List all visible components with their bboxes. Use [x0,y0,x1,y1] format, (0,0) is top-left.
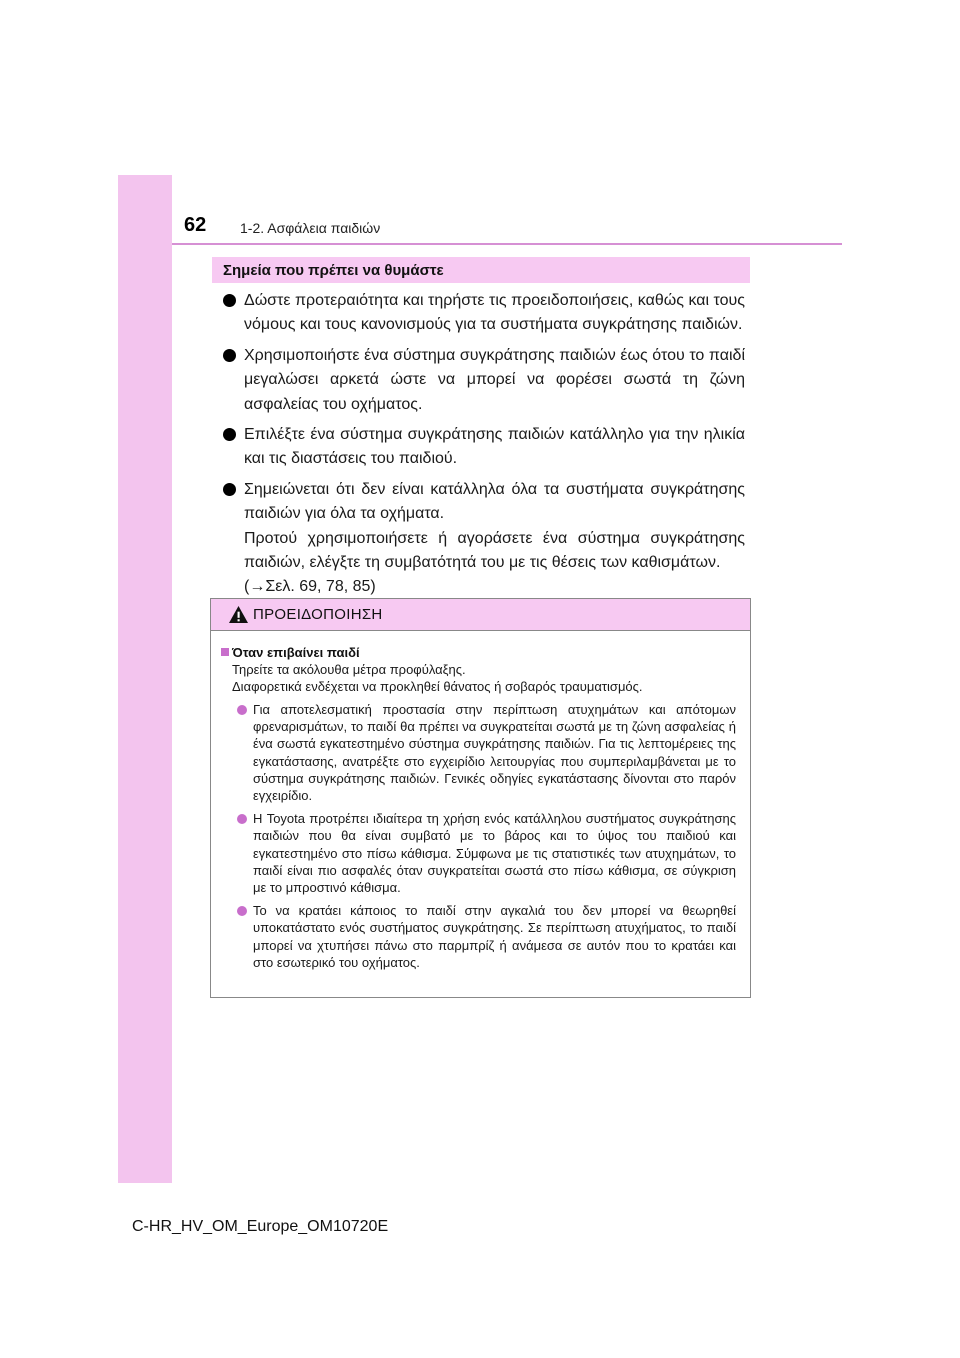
list-item-text: Χρησιμοποιήστε ένα σύστημα συγκράτησης παιδιών έως ότου το παιδί μεγαλώσει αρκετά ώστε να μπορεί να φορέσει σωστά τη ζώνη ασφαλείας του οχήματος. [244,346,745,413]
page-number: 62 [184,214,207,236]
bullet-icon [237,814,247,824]
list-item [222,423,745,472]
warning-subhead-text: Όταν επιβαίνει παιδί [232,645,360,660]
list-item-text: Δώστε προτεραιότητα και τηρήστε τις προειδοποιήσεις, καθώς και τους νόμους και τους κανονισμούς για τα συστήματα συγκράτησης παιδιών. [244,292,745,334]
page-reference: (→Σελ. 69, 78, 85) [244,578,376,596]
warning-title: ΠΡΟΕΙΔΟΠΟΙΗΣΗ [253,606,383,623]
square-bullet-icon [221,648,229,656]
bullet-icon [237,705,247,715]
warning-triangle-icon [228,605,249,624]
warning-intro-line: Διαφορετικά ενδέχεται να προκληθεί θάνατος ή σοβαρός τραυματισμός. [232,679,643,694]
warning-list-item [221,701,740,804]
bullet-icon [223,428,236,441]
warning-header [211,599,750,631]
list-item-text: Επιλέξτε ένα σύστημα συγκράτησης παιδιών κατάλληλο για την ηλικία και τις διαστάσεις του παιδιού. [244,426,745,468]
warning-item-text: Η Toyota προτρέπει ιδιαίτερα τη χρήση ενός κατάλληλου συστήματος συγκράτησης παιδιών που θα είναι συμβατό με το βάρος και το ύψος του παιδιού και εγκατεστημένο στο πίσω κάθισμα. Σύμφωνα με τις στατιστικές των ατυχημάτων, το παιδί είναι πιο ασφαλές όταν συγκρατείται σωστά στο πίσω κάθισμα, σε σύγκριση με το μπροστινό κάθισμα. [253,811,736,896]
warning-box [210,598,751,998]
section-title: 1-2. Ασφάλεια παιδιών [240,220,381,236]
warning-list-item [221,902,740,971]
warning-item-text: Για αποτελεσματική προστασία στην περίπτωση ατυχημάτων και απότομων φρεναρισμάτων, το παιδί θα πρέπει να συγκρατείται σωστά με τη ζώνη ασφαλείας ή ένα σωστά εγκατεστημένο σύστημα συγκράτησης παιδιών. Για τις λεπτομέρειες της εγκατάστασης, ανατρέξτε στο εγχειρίδιο λειτουργίας που συμπεριλαμβάνεται με το σύστημα συγκράτησης παιδιών. Γενικές οδηγίες εγκατάστασης δίνονται στο παρόν εγχειρίδιο. [253,702,736,804]
bullet-icon [223,294,236,307]
bullet-icon [237,906,247,916]
bullet-icon [223,349,236,362]
list-item-followup: Προτού χρησιμοποιήσετε ή αγοράσετε ένα σύστημα συγκράτησης παιδιών, ελέγξτε τη συμβατότητά του με τις θέσεις των καθισμάτων. [244,529,745,572]
warning-item-text: Το να κρατάει κάποιος το παιδί στην αγκαλιά του δεν μπορεί να θεωρηθεί υποκατάστατο ενός συστήματος συγκράτησης. Σε περίπτωση ατυχήματος, το παιδί μπορεί να χτυπήσει πάνω στο παρμπρίζ ή ανάμεσα σε αυτόν που το κρατάει και στο εσωτερικό του οχήματος. [253,903,736,970]
points-heading: Σημεία που πρέπει να θυμάστε [223,262,444,279]
header-rule [172,243,842,245]
warning-body [211,631,750,971]
list-item [222,344,745,417]
document-code: C-HR_HV_OM_Europe_OM10720E [132,1218,389,1235]
list-item [222,289,745,338]
list-item [222,478,745,600]
warning-subhead [221,644,740,661]
warning-intro-line: Τηρείτε τα ακόλουθα μέτρα προφύλαξης. [232,662,466,677]
side-tab-band [118,175,172,1183]
warning-list-item [221,810,740,896]
list-item-text: Σημειώνεται ότι δεν είναι κατάλληλα όλα τα συστήματα συγκράτησης παιδιών για όλα τα οχήματα. [244,480,745,523]
points-list [222,289,745,606]
bullet-icon [223,483,236,496]
